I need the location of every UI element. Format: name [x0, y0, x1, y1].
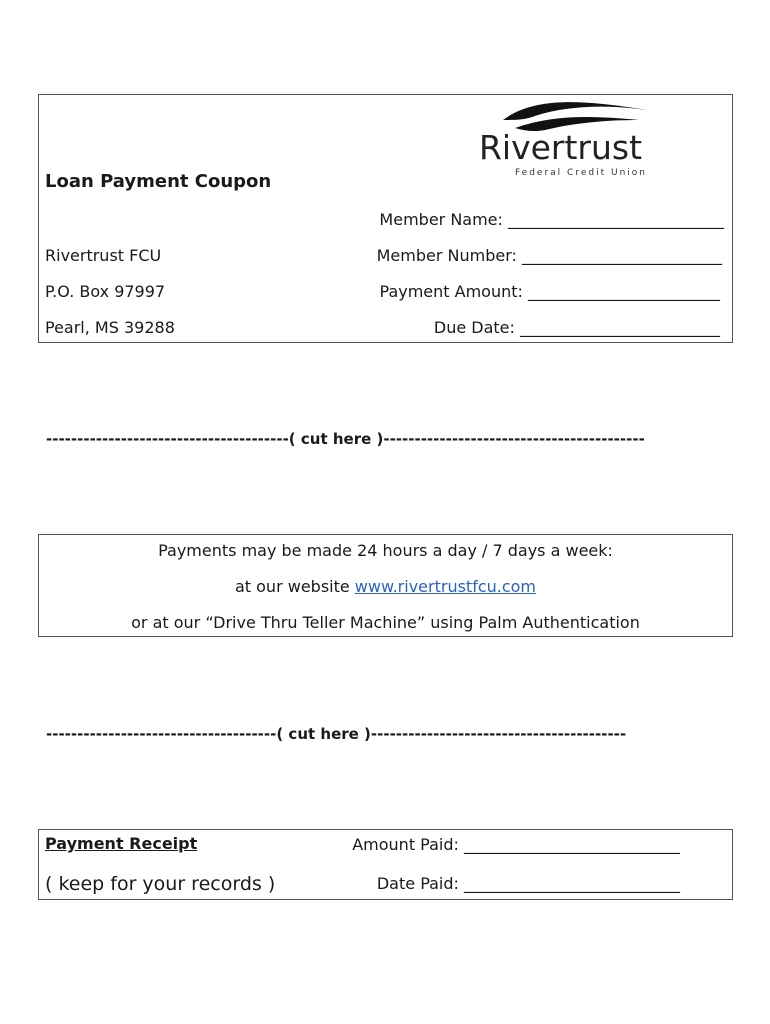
- receipt-subtitle: ( keep for your records ): [45, 873, 276, 895]
- info-line-1: Payments may be made 24 hours a day / 7 days a week:: [158, 541, 613, 560]
- coupon-title: Loan Payment Coupon: [45, 171, 272, 192]
- info-line-2: [38, 577, 733, 597]
- cut-line: ---------------------------------------( cut here )------------------------------------------: [46, 430, 645, 448]
- payment-amount-field: Payment Amount: ________________________: [379, 282, 720, 301]
- logo-name: Rivertrust: [479, 128, 643, 167]
- address-line-2: P.O. Box 97997: [45, 282, 166, 301]
- address-line-3: Pearl, MS 39288: [45, 318, 175, 337]
- member-number-field: Member Number: _________________________: [376, 246, 722, 265]
- cut-line: -------------------------------------( cut here )-----------------------------------------: [46, 725, 627, 743]
- receipt-title: Payment Receipt: [45, 834, 198, 853]
- due-date-field: Due Date: _________________________: [433, 318, 720, 337]
- website-link[interactable]: www.rivertrustfcu.com: [354, 577, 537, 596]
- address-line-1: Rivertrust FCU: [45, 246, 162, 265]
- rivertrust-logo: [475, 98, 675, 184]
- member-name-field: Member Name: ___________________________: [379, 210, 724, 229]
- date-paid-field: Date Paid: ___________________________: [376, 874, 680, 893]
- info-line-3: or at our “Drive Thru Teller Machine” using Palm Authentication: [131, 613, 640, 632]
- amount-paid-field: Amount Paid: ___________________________: [352, 835, 680, 854]
- info-line-2-prefix: at our website: [234, 577, 355, 596]
- logo-subtitle: Federal Credit Union: [515, 168, 647, 178]
